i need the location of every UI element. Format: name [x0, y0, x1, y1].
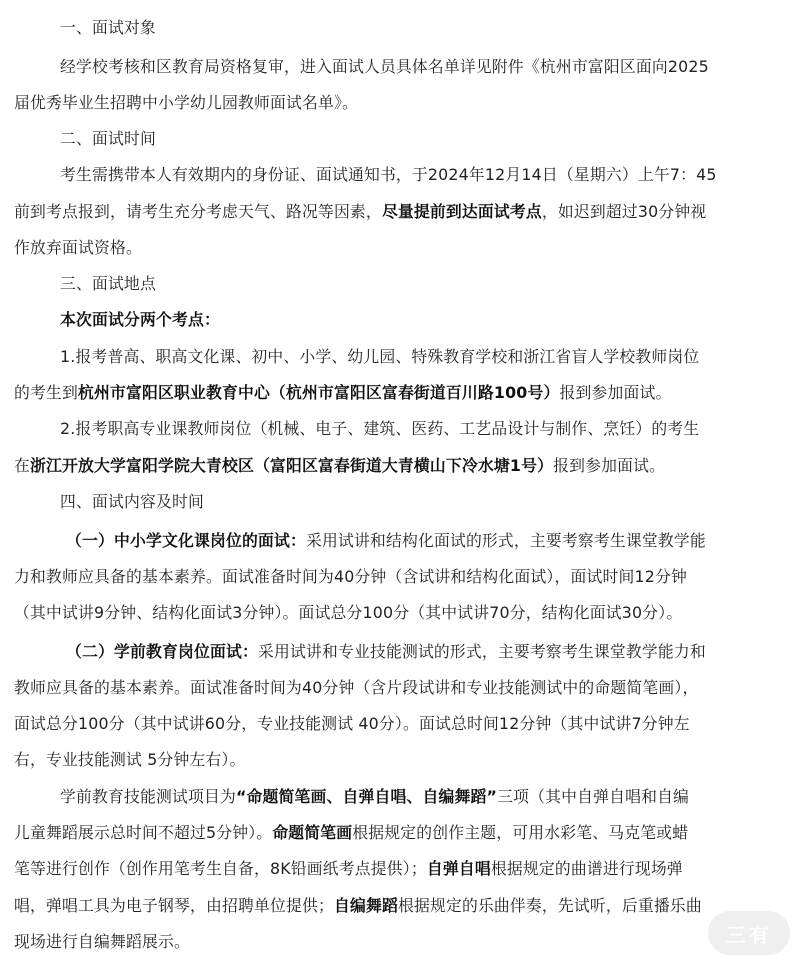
- paragraph-line: 笔等进行创作（创作用笔考生自备，8K铅画纸考点提供）；自弹自唱根据规定的曲谱进行现场弹: [14, 859, 683, 878]
- paragraph-line: 教师应具备的基本素养。面试准备时间为40分钟（含片段试讲和专业技能测试中的命题简笔画），: [14, 678, 699, 697]
- paragraph-line: 儿童舞蹈展示总时间不超过5分钟）。命题简笔画根据规定的创作主题，可用水彩笔、马克笔或蜡: [14, 823, 689, 842]
- emphasis-line: 本次面试分两个考点：: [60, 310, 220, 329]
- paragraph-line: 学前教育技能测试项目为“命题简笔画、自弹自唱、自编舞蹈”三项（其中自弹自唱和自编: [60, 787, 690, 806]
- paragraph-line: （一）中小学文化课岗位的面试：采用试讲和结构化面试的形式，主要考察考生课堂教学能: [66, 531, 706, 550]
- section-heading-1: 一、面试对象: [60, 18, 156, 37]
- paragraph-line: 前到考点报到，请考生充分考虑天气、路况等因素，尽量提前到达面试考点，如迟到超过30分钟视: [14, 202, 707, 221]
- paragraph-line: 1.报考普高、职高文化课、初中、小学、幼儿园、特殊教育学校和浙江省盲人学校教师岗位: [60, 347, 700, 366]
- venue-1-address: 杭州市富阳区职业教育中心（杭州市富阳区富春街道百川路100号）: [78, 383, 560, 402]
- paragraph-line: （二）学前教育岗位面试：采用试讲和专业技能测试的形式，主要考察考生课堂教学能力和: [66, 642, 706, 661]
- paragraph-line: 现场进行自编舞蹈展示。: [14, 932, 190, 951]
- section-heading-3: 三、面试地点: [60, 274, 156, 293]
- paragraph-line: 考生需携带本人有效期内的身份证、面试通知书，于2024年12月14日（星期六）上午7：45: [60, 165, 717, 184]
- paragraph-line: 2.报考职高专业课教师岗位（机械、电子、建筑、医药、工艺品设计与制作、烹饪）的考生: [60, 419, 700, 438]
- paragraph-line: 右，专业技能测试 5分钟左右）。: [14, 750, 246, 769]
- paragraph-line: （其中试讲9分钟、结构化面试3分钟）。面试总分100分（其中试讲70分，结构化面试30分）。: [14, 603, 683, 622]
- paragraph-line: 在浙江开放大学富阳学院大青校区（富阳区富春街道大青横山下冷水塘1号）报到参加面试。: [14, 456, 666, 475]
- emphasis-text: 自编舞蹈: [333, 896, 398, 915]
- watermark-logo: 三有: [708, 911, 790, 955]
- paragraph-line: 力和教师应具备的基本素养。面试准备时间为40分钟（含试讲和结构化面试），面试时间12分钟: [14, 567, 687, 586]
- paragraph-line: 唱，弹唱工具为电子钢琴，由招聘单位提供；自编舞蹈根据规定的乐曲伴奏，先试听，后重播乐曲: [14, 896, 702, 915]
- emphasis-text: 尽量提前到达面试考点: [381, 202, 542, 221]
- section-heading-4: 四、面试内容及时间: [60, 492, 204, 511]
- paragraph-line: 届优秀毕业生招聘中小学幼儿园教师面试名单》。: [14, 93, 359, 112]
- section-heading-2: 二、面试时间: [60, 129, 156, 148]
- subsection-title: （二）学前教育岗位面试：: [66, 642, 258, 661]
- venue-2-address: 浙江开放大学富阳学院大青校区（富阳区富春街道大青横山下冷水塘1号）: [30, 456, 554, 475]
- paragraph-line: 的考生到杭州市富阳区职业教育中心（杭州市富阳区富春街道百川路100号）报到参加面试。: [14, 383, 672, 402]
- emphasis-text: 自弹自唱: [426, 859, 491, 878]
- paragraph-line: 面试总分100分（其中试讲60分，专业技能测试 40分）。面试总时间12分钟（其中试讲7分钟左: [14, 714, 690, 733]
- emphasis-text: “命题简笔画、自弹自唱、自编舞蹈”: [235, 787, 498, 806]
- subsection-title: （一）中小学文化课岗位的面试：: [66, 531, 306, 550]
- paragraph-line: 作放弃面试资格。: [14, 238, 142, 257]
- emphasis-text: 命题简笔画: [272, 823, 353, 842]
- paragraph-line: 经学校考核和区教育局资格复审，进入面试人员具体名单详见附件《杭州市富阳区面向2025: [60, 57, 709, 76]
